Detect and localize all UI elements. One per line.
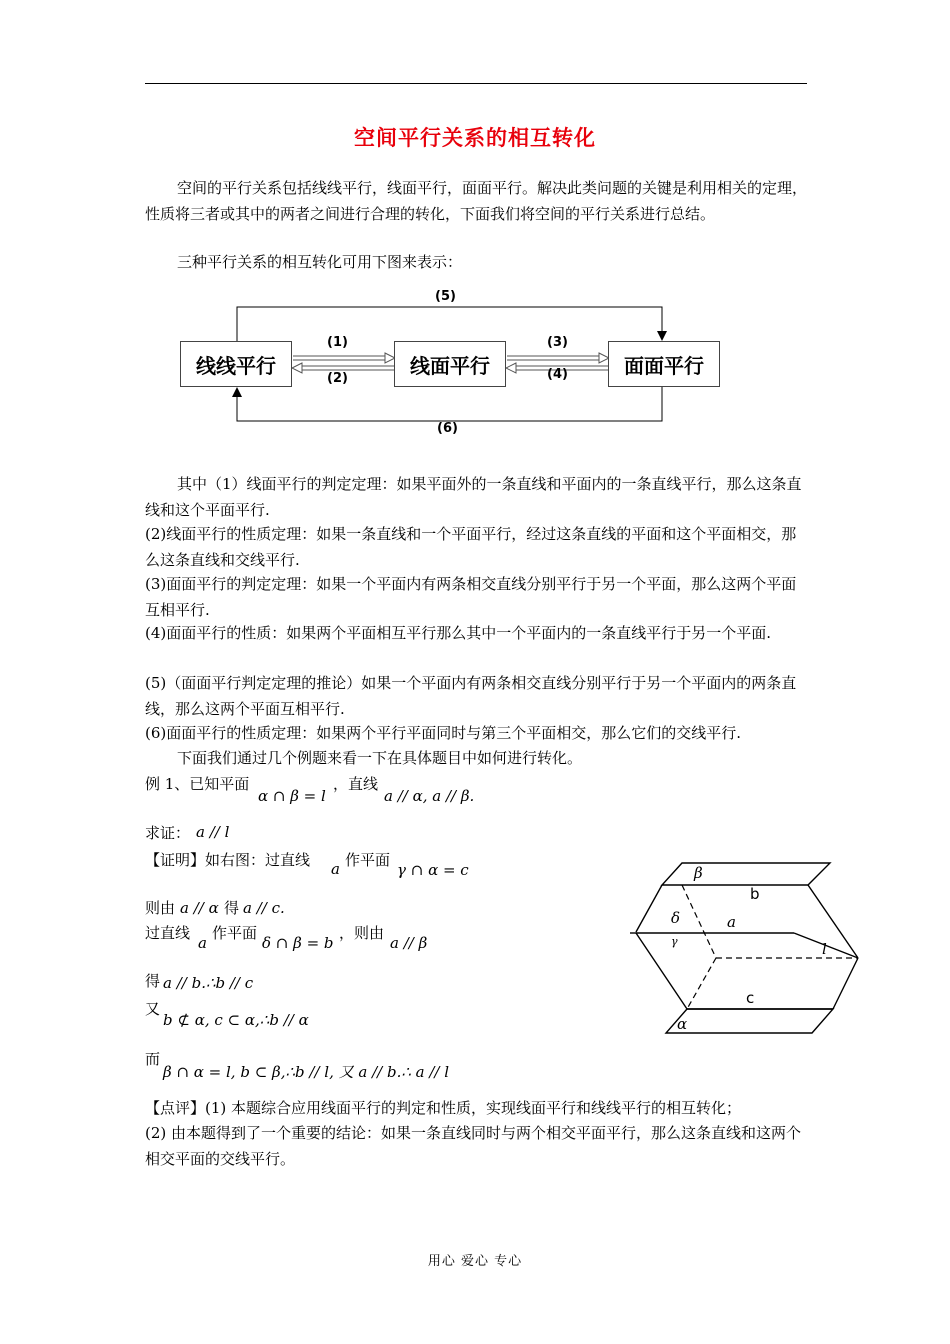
label-a: a — [727, 913, 736, 931]
prove-label: 求证： — [145, 824, 191, 842]
label-c: c — [746, 989, 755, 1007]
example-text-line: ，直线 — [333, 775, 379, 793]
theorem-3: (3)面面平行的判定定理：如果一个平面内有两条相交直线分别平行于另一个平面，那么这两个平面互相平行. — [145, 575, 797, 619]
page-title: 空间平行关系的相互转化 — [354, 126, 596, 150]
proof-line-1-text: 【证明】如右图：过直线 — [145, 851, 311, 869]
proof-line-3-math-c: a // β — [390, 934, 428, 952]
example-label: 例 1、已知平面 — [145, 775, 250, 793]
theorem-4: (4)面面平行的性质：如果两个平面相互平行那么其中一个平面内的一条直线平行于另一个平面. — [145, 624, 772, 642]
box-line-line: 线线平行 — [180, 341, 292, 387]
example-given-2: a // α, a // β. — [384, 787, 475, 805]
proof-line-3-math-a: a — [198, 934, 207, 952]
proof-line-3-text-b: 作平面 — [212, 924, 258, 942]
proof-line-2-math-a: a // α — [180, 899, 219, 917]
theorem-6: (6)面面平行的性质定理：如果两个平行平面同时与第三个平面相交，那么它们的交线平行. — [145, 724, 742, 742]
proof-line-1-text-b: 作平面 — [345, 851, 391, 869]
prove-statement: a // l — [196, 823, 230, 841]
transition-text: 下面我们通过几个例题来看一下在具体题目中如何进行转化。 — [177, 749, 583, 767]
proof-line-5-math: b ⊄ α, c ⊂ α,∴b // α — [163, 1011, 309, 1029]
box-plane-plane: 面面平行 — [608, 341, 720, 387]
label-beta: β — [694, 864, 703, 882]
proof-line-2-text-b: 得 — [224, 899, 240, 917]
arrow-label-3: (3) — [547, 335, 568, 350]
proof-line-5-text: 又 — [145, 1000, 161, 1018]
example-given-1: α ∩ β = l — [258, 787, 326, 805]
arrow-label-6: (6) — [437, 421, 458, 436]
proof-line-1-math-a: a — [331, 860, 340, 878]
intro-paragraph: 空间的平行关系包括线线平行，线面平行，面面平行。解决此类问题的关键是利用相关的定理，性质将三者或其中的两者之间进行合理的转化，下面我们将空间的平行关系进行总结。 — [145, 179, 808, 223]
proof-line-1-math-b: γ ∩ α = c — [397, 861, 469, 879]
proof-line-4-text: 得 — [145, 972, 161, 990]
proof-line-3-text: 过直线 — [145, 924, 191, 942]
diagram-intro: 三种平行关系的相互转化可用下图来表示： — [177, 253, 463, 271]
arrow-label-5: (5) — [435, 289, 456, 304]
box-line-plane: 线面平行 — [394, 341, 506, 387]
geometry-figure — [630, 855, 865, 1045]
proof-line-6-text: 而 — [145, 1050, 161, 1068]
comment-1: 【点评】(1) 本题综合应用线面平行的判定和性质，实现线面平行和线线平行的相互转化； — [145, 1099, 742, 1117]
arrow-label-2: (2) — [327, 371, 348, 386]
label-b: b — [750, 885, 760, 903]
arrow-label-4: (4) — [547, 367, 568, 382]
label-l: l — [822, 940, 827, 958]
label-delta: δ — [671, 909, 681, 927]
proof-line-3-text-c: ，则由 — [339, 924, 385, 942]
header-rule — [145, 83, 807, 84]
proof-line-6-math: β ∩ α = l, b ⊂ β,∴b // l, 又 a // b.∴ a // l — [163, 1063, 450, 1081]
label-gamma: γ — [671, 935, 678, 948]
arrow-label-1: (1) — [327, 335, 348, 350]
proof-line-2-text: 则由 — [145, 899, 176, 917]
theorem-1: 其中（1）线面平行的判定定理：如果平面外的一条直线和平面内的一条直线平行，那么这条直线和这个平面平行. — [145, 475, 802, 519]
theorem-2: (2)线面平行的性质定理：如果一条直线和一个平面平行，经过这条直线的平面和这个平面相交，那么这条直线和交线平行. — [145, 525, 797, 569]
comment-2: (2) 由本题得到了一个重要的结论：如果一条直线同时与两个相交平面平行，那么这条直线和这两个相交平面的交线平行。 — [145, 1124, 802, 1168]
transformation-diagram — [175, 285, 735, 445]
proof-line-2-math-b: a // c. — [243, 899, 285, 917]
label-alpha: α — [677, 1015, 688, 1033]
theorem-5: (5)（面面平行判定定理的推论）如果一个平面内有两条相交直线分别平行于另一个平面内的两条直线，那么这两个平面互相平行. — [145, 674, 797, 718]
page-footer: 用心 爱心 专心 — [427, 1254, 523, 1269]
proof-line-3-math-b: δ ∩ β = b — [262, 934, 334, 952]
proof-line-4-math: a // b.∴b // c — [163, 974, 254, 992]
